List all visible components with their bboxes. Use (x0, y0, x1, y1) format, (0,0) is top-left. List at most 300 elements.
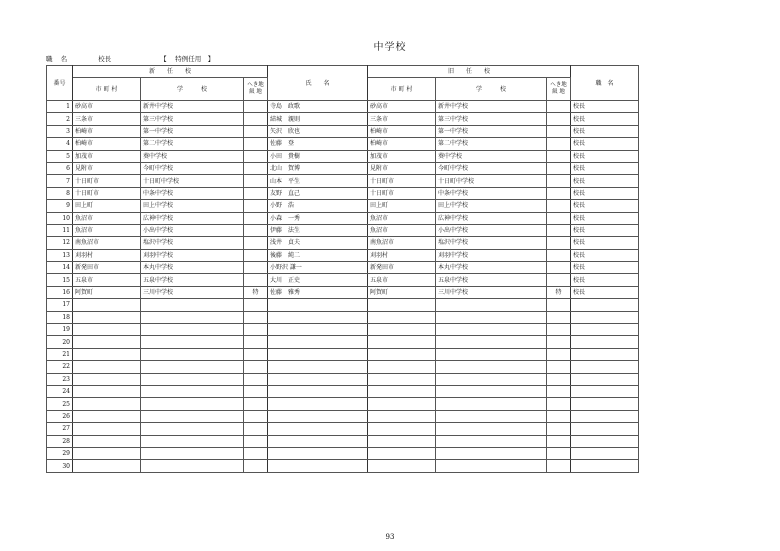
row-number: 30 (47, 460, 73, 472)
header-new-school: 新 任 校 (73, 66, 268, 78)
new-city-cell (73, 299, 141, 311)
old-school-cell (436, 324, 547, 336)
name-cell: 伊藤 法生 (268, 224, 368, 236)
new-city-cell: 十日町市 (73, 187, 141, 199)
row-number: 23 (47, 373, 73, 385)
name-cell: 佐藤 登 (268, 138, 368, 150)
new-remote-cell (244, 435, 268, 447)
old-city-cell: 十日町市 (368, 187, 436, 199)
old-school-cell: 田上中学校 (436, 200, 547, 212)
old-school-cell (436, 460, 547, 472)
header-new-city: 市 町 村 (73, 78, 141, 101)
old-school-cell: 五泉中学校 (436, 274, 547, 286)
old-city-cell: 砂高市 (368, 101, 436, 113)
old-remote-cell (547, 324, 571, 336)
name-cell: 後藤 純二 (268, 249, 368, 261)
new-school-cell (141, 348, 244, 360)
new-remote-cell (244, 423, 268, 435)
new-school-cell: 第三中学校 (141, 113, 244, 125)
old-remote-cell (547, 162, 571, 174)
new-remote-cell (244, 299, 268, 311)
old-city-cell: 田上町 (368, 200, 436, 212)
old-city-cell: 柏崎市 (368, 138, 436, 150)
old-city-cell (368, 460, 436, 472)
new-city-cell: 三条市 (73, 113, 141, 125)
name-cell (268, 385, 368, 397)
old-city-cell (368, 385, 436, 397)
new-school-cell: 葵中学校 (141, 150, 244, 162)
table-row (47, 324, 639, 336)
table-row (47, 101, 639, 113)
name-cell: 結城 親則 (268, 113, 368, 125)
table-row (47, 125, 639, 137)
new-remote-cell (244, 274, 268, 286)
old-school-cell: 塩沢中学校 (436, 237, 547, 249)
old-school-cell: 本丸中学校 (436, 262, 547, 274)
old-city-cell (368, 324, 436, 336)
table-row (47, 212, 639, 224)
old-city-cell: 加茂市 (368, 150, 436, 162)
new-city-cell: 刈羽村 (73, 249, 141, 261)
name-cell (268, 410, 368, 422)
new-city-cell (73, 373, 141, 385)
new-school-cell (141, 460, 244, 472)
old-city-cell (368, 435, 436, 447)
table-row (47, 435, 639, 447)
old-city-cell: 魚沼市 (368, 212, 436, 224)
new-remote-cell (244, 237, 268, 249)
old-school-cell (436, 385, 547, 397)
old-city-cell: 阿賀町 (368, 286, 436, 298)
name-cell (268, 361, 368, 373)
new-school-cell: 十日町中学校 (141, 175, 244, 187)
new-remote-cell (244, 175, 268, 187)
old-school-cell (436, 423, 547, 435)
new-city-cell: 新発田市 (73, 262, 141, 274)
new-city-cell: 加茂市 (73, 150, 141, 162)
old-school-cell: 新井中学校 (436, 101, 547, 113)
old-city-cell (368, 311, 436, 323)
new-remote-cell (244, 311, 268, 323)
table-row (47, 385, 639, 397)
row-number: 15 (47, 274, 73, 286)
position-cell (571, 447, 639, 459)
new-city-cell (73, 447, 141, 459)
old-school-cell (436, 447, 547, 459)
name-cell (268, 299, 368, 311)
new-school-cell (141, 423, 244, 435)
old-remote-cell (547, 460, 571, 472)
new-school-cell (141, 324, 244, 336)
new-remote-cell (244, 101, 268, 113)
position-cell: 校長 (571, 200, 639, 212)
position-cell: 校長 (571, 138, 639, 150)
name-cell (268, 423, 368, 435)
position-cell: 校長 (571, 187, 639, 199)
new-remote-cell (244, 447, 268, 459)
new-school-cell (141, 447, 244, 459)
old-remote-cell (547, 150, 571, 162)
name-cell: 大川 正史 (268, 274, 368, 286)
new-city-cell: 柏崎市 (73, 125, 141, 137)
name-cell (268, 324, 368, 336)
new-city-cell (73, 361, 141, 373)
row-number: 10 (47, 212, 73, 224)
table-header (47, 66, 639, 101)
header-number: 番号 (47, 66, 73, 101)
new-remote-cell (244, 200, 268, 212)
old-school-cell (436, 373, 547, 385)
new-city-cell (73, 324, 141, 336)
row-number: 26 (47, 410, 73, 422)
position-cell: 校長 (571, 113, 639, 125)
new-remote-cell (244, 138, 268, 150)
old-city-cell: 柏崎市 (368, 125, 436, 137)
old-remote-cell (547, 336, 571, 348)
name-cell: 佐藤 雅秀 (268, 286, 368, 298)
row-number: 7 (47, 175, 73, 187)
position-cell (571, 435, 639, 447)
old-remote-cell (547, 348, 571, 360)
old-remote-cell (547, 385, 571, 397)
position-cell: 校長 (571, 224, 639, 236)
new-school-cell: 田上中学校 (141, 200, 244, 212)
old-remote-cell (547, 398, 571, 410)
new-school-cell (141, 373, 244, 385)
table-row (47, 113, 639, 125)
name-cell (268, 336, 368, 348)
new-school-cell (141, 299, 244, 311)
position-cell (571, 361, 639, 373)
row-number: 22 (47, 361, 73, 373)
position-cell (571, 398, 639, 410)
name-cell (268, 398, 368, 410)
new-city-cell (73, 410, 141, 422)
personnel-table (46, 65, 639, 473)
old-remote-cell (547, 237, 571, 249)
old-remote-cell (547, 113, 571, 125)
old-city-cell (368, 423, 436, 435)
old-remote-cell (547, 423, 571, 435)
old-city-cell: 十日町市 (368, 175, 436, 187)
row-number: 9 (47, 200, 73, 212)
new-city-cell: 柏崎市 (73, 138, 141, 150)
old-school-cell: 中条中学校 (436, 187, 547, 199)
position-cell: 校長 (571, 286, 639, 298)
new-remote-cell (244, 336, 268, 348)
old-school-cell: 今町中学校 (436, 162, 547, 174)
header-old-city: 市 町 村 (368, 78, 436, 101)
new-remote-cell (244, 212, 268, 224)
new-remote-cell (244, 113, 268, 125)
position-cell (571, 410, 639, 422)
old-school-cell: 第二中学校 (436, 138, 547, 150)
new-remote-cell (244, 162, 268, 174)
old-remote-cell (547, 249, 571, 261)
table-row (47, 286, 639, 298)
old-remote-cell (547, 373, 571, 385)
new-school-cell: 三川中学校 (141, 286, 244, 298)
position-cell: 校長 (571, 162, 639, 174)
appointment-category: 【 特例任用 】 (160, 55, 215, 63)
table-row (47, 398, 639, 410)
new-remote-cell (244, 224, 268, 236)
new-city-cell: 魚沼市 (73, 224, 141, 236)
old-city-cell (368, 348, 436, 360)
old-remote-cell (547, 447, 571, 459)
row-number: 12 (47, 237, 73, 249)
row-number: 20 (47, 336, 73, 348)
row-number: 3 (47, 125, 73, 137)
position-cell (571, 336, 639, 348)
table-row (47, 299, 639, 311)
position-cell: 校長 (571, 212, 639, 224)
name-cell: 小野沢 謙一 (268, 262, 368, 274)
table-row (47, 336, 639, 348)
new-school-cell: 本丸中学校 (141, 262, 244, 274)
old-remote-cell (547, 101, 571, 113)
name-cell: 友野 直己 (268, 187, 368, 199)
new-city-cell (73, 348, 141, 360)
header-new-school-name: 学 校 (141, 78, 244, 101)
position-cell (571, 299, 639, 311)
old-remote-cell (547, 410, 571, 422)
table-row (47, 410, 639, 422)
position-cell: 校長 (571, 101, 639, 113)
header-new-remote: へき地 級 地 (244, 78, 268, 101)
row-number: 28 (47, 435, 73, 447)
old-city-cell (368, 336, 436, 348)
position-cell (571, 385, 639, 397)
old-school-cell: 小出中学校 (436, 224, 547, 236)
old-remote-cell (547, 299, 571, 311)
row-number: 29 (47, 447, 73, 459)
new-city-cell: 魚沼市 (73, 212, 141, 224)
row-number: 2 (47, 113, 73, 125)
old-city-cell (368, 299, 436, 311)
old-school-cell (436, 348, 547, 360)
new-city-cell (73, 423, 141, 435)
name-cell: 小田 貴樹 (268, 150, 368, 162)
name-cell (268, 373, 368, 385)
new-city-cell: 田上町 (73, 200, 141, 212)
row-number: 13 (47, 249, 73, 261)
new-school-cell (141, 410, 244, 422)
old-city-cell (368, 361, 436, 373)
old-school-cell: 第三中学校 (436, 113, 547, 125)
row-number: 4 (47, 138, 73, 150)
new-school-cell: 今町中学校 (141, 162, 244, 174)
row-number: 19 (47, 324, 73, 336)
row-number: 5 (47, 150, 73, 162)
old-city-cell: 五泉市 (368, 274, 436, 286)
new-city-cell (73, 398, 141, 410)
new-remote-cell (244, 125, 268, 137)
old-remote-cell: 特 (547, 286, 571, 298)
table-row (47, 348, 639, 360)
old-school-cell: 十日町中学校 (436, 175, 547, 187)
new-city-cell (73, 435, 141, 447)
new-school-cell (141, 398, 244, 410)
old-remote-cell (547, 224, 571, 236)
new-school-cell: 五泉中学校 (141, 274, 244, 286)
new-school-cell: 小出中学校 (141, 224, 244, 236)
new-school-cell: 新井中学校 (141, 101, 244, 113)
name-cell: 寺島 政歌 (268, 101, 368, 113)
position-cell (571, 373, 639, 385)
new-school-cell: 第二中学校 (141, 138, 244, 150)
position-cell (571, 423, 639, 435)
old-city-cell (368, 373, 436, 385)
header-old-school-name: 学 校 (436, 78, 547, 101)
position-cell (571, 348, 639, 360)
old-city-cell: 南魚沼市 (368, 237, 436, 249)
name-cell (268, 435, 368, 447)
row-number: 21 (47, 348, 73, 360)
old-school-cell: 三川中学校 (436, 286, 547, 298)
new-remote-cell (244, 373, 268, 385)
page-title: 中学校 (373, 42, 407, 53)
new-remote-cell (244, 249, 268, 261)
old-school-cell: 葵中学校 (436, 150, 547, 162)
old-remote-cell (547, 435, 571, 447)
new-school-cell (141, 336, 244, 348)
old-remote-cell (547, 212, 571, 224)
old-school-cell (436, 311, 547, 323)
table-body (47, 101, 639, 473)
old-remote-cell (547, 274, 571, 286)
row-number: 8 (47, 187, 73, 199)
name-cell: 北山 賀博 (268, 162, 368, 174)
new-remote-cell (244, 348, 268, 360)
position-value: 校長 (98, 55, 112, 63)
old-remote-cell (547, 175, 571, 187)
position-cell: 校長 (571, 237, 639, 249)
new-city-cell: 砂高市 (73, 101, 141, 113)
new-school-cell (141, 311, 244, 323)
row-number: 11 (47, 224, 73, 236)
new-school-cell: 広神中学校 (141, 212, 244, 224)
old-city-cell (368, 398, 436, 410)
old-city-cell: 三条市 (368, 113, 436, 125)
old-school-cell (436, 398, 547, 410)
row-number: 14 (47, 262, 73, 274)
new-remote-cell (244, 262, 268, 274)
header-old-remote: へき地 級 地 (547, 78, 571, 101)
position-cell (571, 324, 639, 336)
new-remote-cell (244, 410, 268, 422)
position-cell (571, 311, 639, 323)
table-row (47, 311, 639, 323)
new-city-cell (73, 460, 141, 472)
name-cell: 浅井 貞夫 (268, 237, 368, 249)
table-row (47, 187, 639, 199)
new-remote-cell (244, 385, 268, 397)
old-school-cell (436, 410, 547, 422)
table-row (47, 249, 639, 261)
row-number: 16 (47, 286, 73, 298)
row-number: 27 (47, 423, 73, 435)
row-number: 17 (47, 299, 73, 311)
table-row (47, 237, 639, 249)
header-position: 職 名 (571, 66, 639, 101)
new-city-cell: 見附市 (73, 162, 141, 174)
table-row (47, 361, 639, 373)
new-remote-cell (244, 187, 268, 199)
name-cell (268, 447, 368, 459)
position-cell: 校長 (571, 150, 639, 162)
table-row (47, 175, 639, 187)
table-row (47, 423, 639, 435)
position-cell: 校長 (571, 125, 639, 137)
old-remote-cell (547, 187, 571, 199)
new-city-cell (73, 336, 141, 348)
row-number: 1 (47, 101, 73, 113)
old-remote-cell (547, 311, 571, 323)
table-row (47, 262, 639, 274)
name-cell: 山本 平生 (268, 175, 368, 187)
old-school-cell: 広神中学校 (436, 212, 547, 224)
position-cell: 校長 (571, 175, 639, 187)
new-remote-cell (244, 398, 268, 410)
new-school-cell: 中条中学校 (141, 187, 244, 199)
name-cell: 矢沢 欣也 (268, 125, 368, 137)
new-school-cell: 塩沢中学校 (141, 237, 244, 249)
table-row (47, 373, 639, 385)
header-old-school: 旧 任 校 (368, 66, 571, 78)
new-city-cell: 五泉市 (73, 274, 141, 286)
old-remote-cell (547, 125, 571, 137)
table-row (47, 274, 639, 286)
old-remote-cell (547, 200, 571, 212)
new-school-cell (141, 361, 244, 373)
table-row (47, 162, 639, 174)
row-number: 6 (47, 162, 73, 174)
row-number: 18 (47, 311, 73, 323)
position-cell: 校長 (571, 274, 639, 286)
name-cell (268, 460, 368, 472)
position-label: 職 名 (46, 55, 71, 63)
position-cell: 校長 (571, 249, 639, 261)
new-school-cell (141, 435, 244, 447)
old-school-cell (436, 299, 547, 311)
position-cell (571, 460, 639, 472)
new-city-cell: 十日町市 (73, 175, 141, 187)
old-school-cell (436, 361, 547, 373)
table-row (47, 138, 639, 150)
new-city-cell (73, 385, 141, 397)
new-remote-cell (244, 324, 268, 336)
name-cell: 小野 浩 (268, 200, 368, 212)
old-remote-cell (547, 361, 571, 373)
old-school-cell (436, 435, 547, 447)
name-cell (268, 311, 368, 323)
header-name: 氏 名 (268, 66, 368, 101)
table-row (47, 200, 639, 212)
old-city-cell: 見附市 (368, 162, 436, 174)
new-remote-cell (244, 361, 268, 373)
new-school-cell (141, 385, 244, 397)
new-city-cell (73, 311, 141, 323)
old-city-cell: 魚沼市 (368, 224, 436, 236)
old-city-cell (368, 410, 436, 422)
position-cell: 校長 (571, 262, 639, 274)
old-school-cell: 第一中学校 (436, 125, 547, 137)
table-row (47, 447, 639, 459)
row-number: 24 (47, 385, 73, 397)
old-school-cell (436, 336, 547, 348)
table-row (47, 460, 639, 472)
